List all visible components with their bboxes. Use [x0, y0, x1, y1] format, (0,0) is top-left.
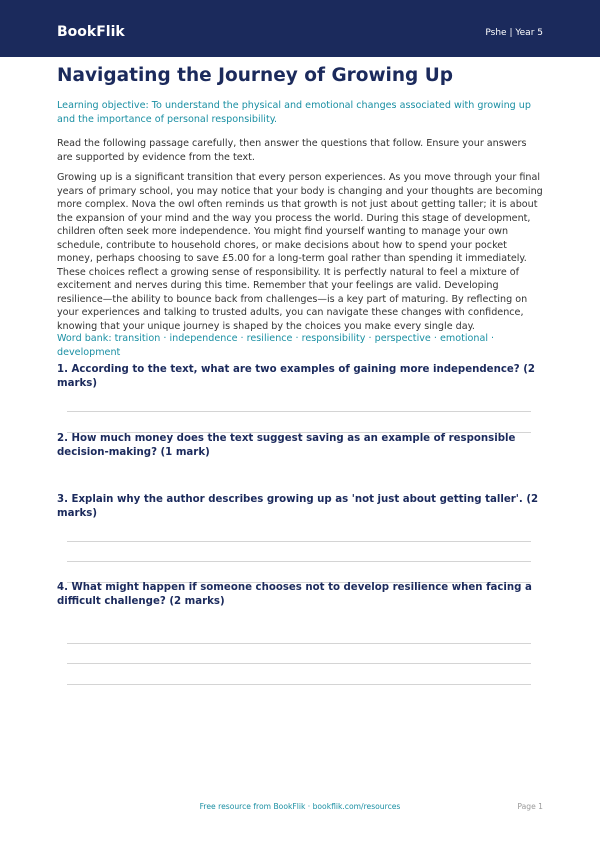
- answer-line[interactable]: [67, 663, 531, 664]
- answer-line[interactable]: [67, 643, 531, 644]
- answer-line[interactable]: [67, 684, 531, 685]
- subject-year-label: Pshe | Year 5: [485, 28, 543, 38]
- word-bank: Word bank: transition · independence · resilience · responsibility · perspective · emotional · development: [57, 333, 495, 358]
- header-bar: [0, 0, 600, 57]
- page-number: Page 1: [517, 802, 543, 811]
- question-3: 3. Explain why the author describes growing up as 'not just about getting taller'. (2 marks): [57, 494, 539, 519]
- question-4: 4. What might happen if someone chooses not to develop resilience when facing a difficult challenge? (2 marks): [57, 582, 532, 607]
- reading-passage: Growing up is a significant transition that every person experiences. As you move through your final years of primary school, you may notice that your body is changing and your thoughts are becoming more complex. Nova the owl often reminds us that growth is not just about getting taller; it is about the expansion of your mind and the way you process the world. During this stage of development, children often seek more independence. You might find yourself wanting to manage your own schedule, contribute to household chores, or make decisions about how to spend your pocket money, perhaps choosing to save £5.00 for a long-term goal rather than spending it immediately. These choices reflect a growing sense of responsibility. It is perfectly natural to feel a mixture of excitement and nerves during this time. Remember that your feelings are valid. Developing resilience—the ability to bounce back from challenges—is a key part of maturing. By reflecting on your experiences and talking to trusted adults, you can navigate these changes with confidence, knowing that your unique journey is shaped by the choices you make every single day.: [57, 172, 543, 332]
- answer-line[interactable]: [67, 541, 531, 542]
- instructions: Read the following passage carefully, then answer the questions that follow. Ensure your answers are supported by evidence from the text.: [57, 138, 527, 163]
- brand-logo: BookFlik: [57, 24, 125, 40]
- learning-objective: Learning objective: To understand the physical and emotional changes associated with growing up and the importance of personal responsibility.: [57, 100, 531, 125]
- answer-line[interactable]: [67, 411, 531, 412]
- question-1: 1. According to the text, what are two examples of gaining more independence? (2 marks): [57, 364, 535, 389]
- page-title: Navigating the Journey of Growing Up: [57, 65, 454, 86]
- footer-resource-link[interactable]: Free resource from BookFlik · bookflik.com/resources: [199, 802, 401, 811]
- question-2: 2. How much money does the text suggest saving as an example of responsible decision-making? (1 mark): [57, 433, 516, 458]
- answer-line[interactable]: [67, 561, 531, 562]
